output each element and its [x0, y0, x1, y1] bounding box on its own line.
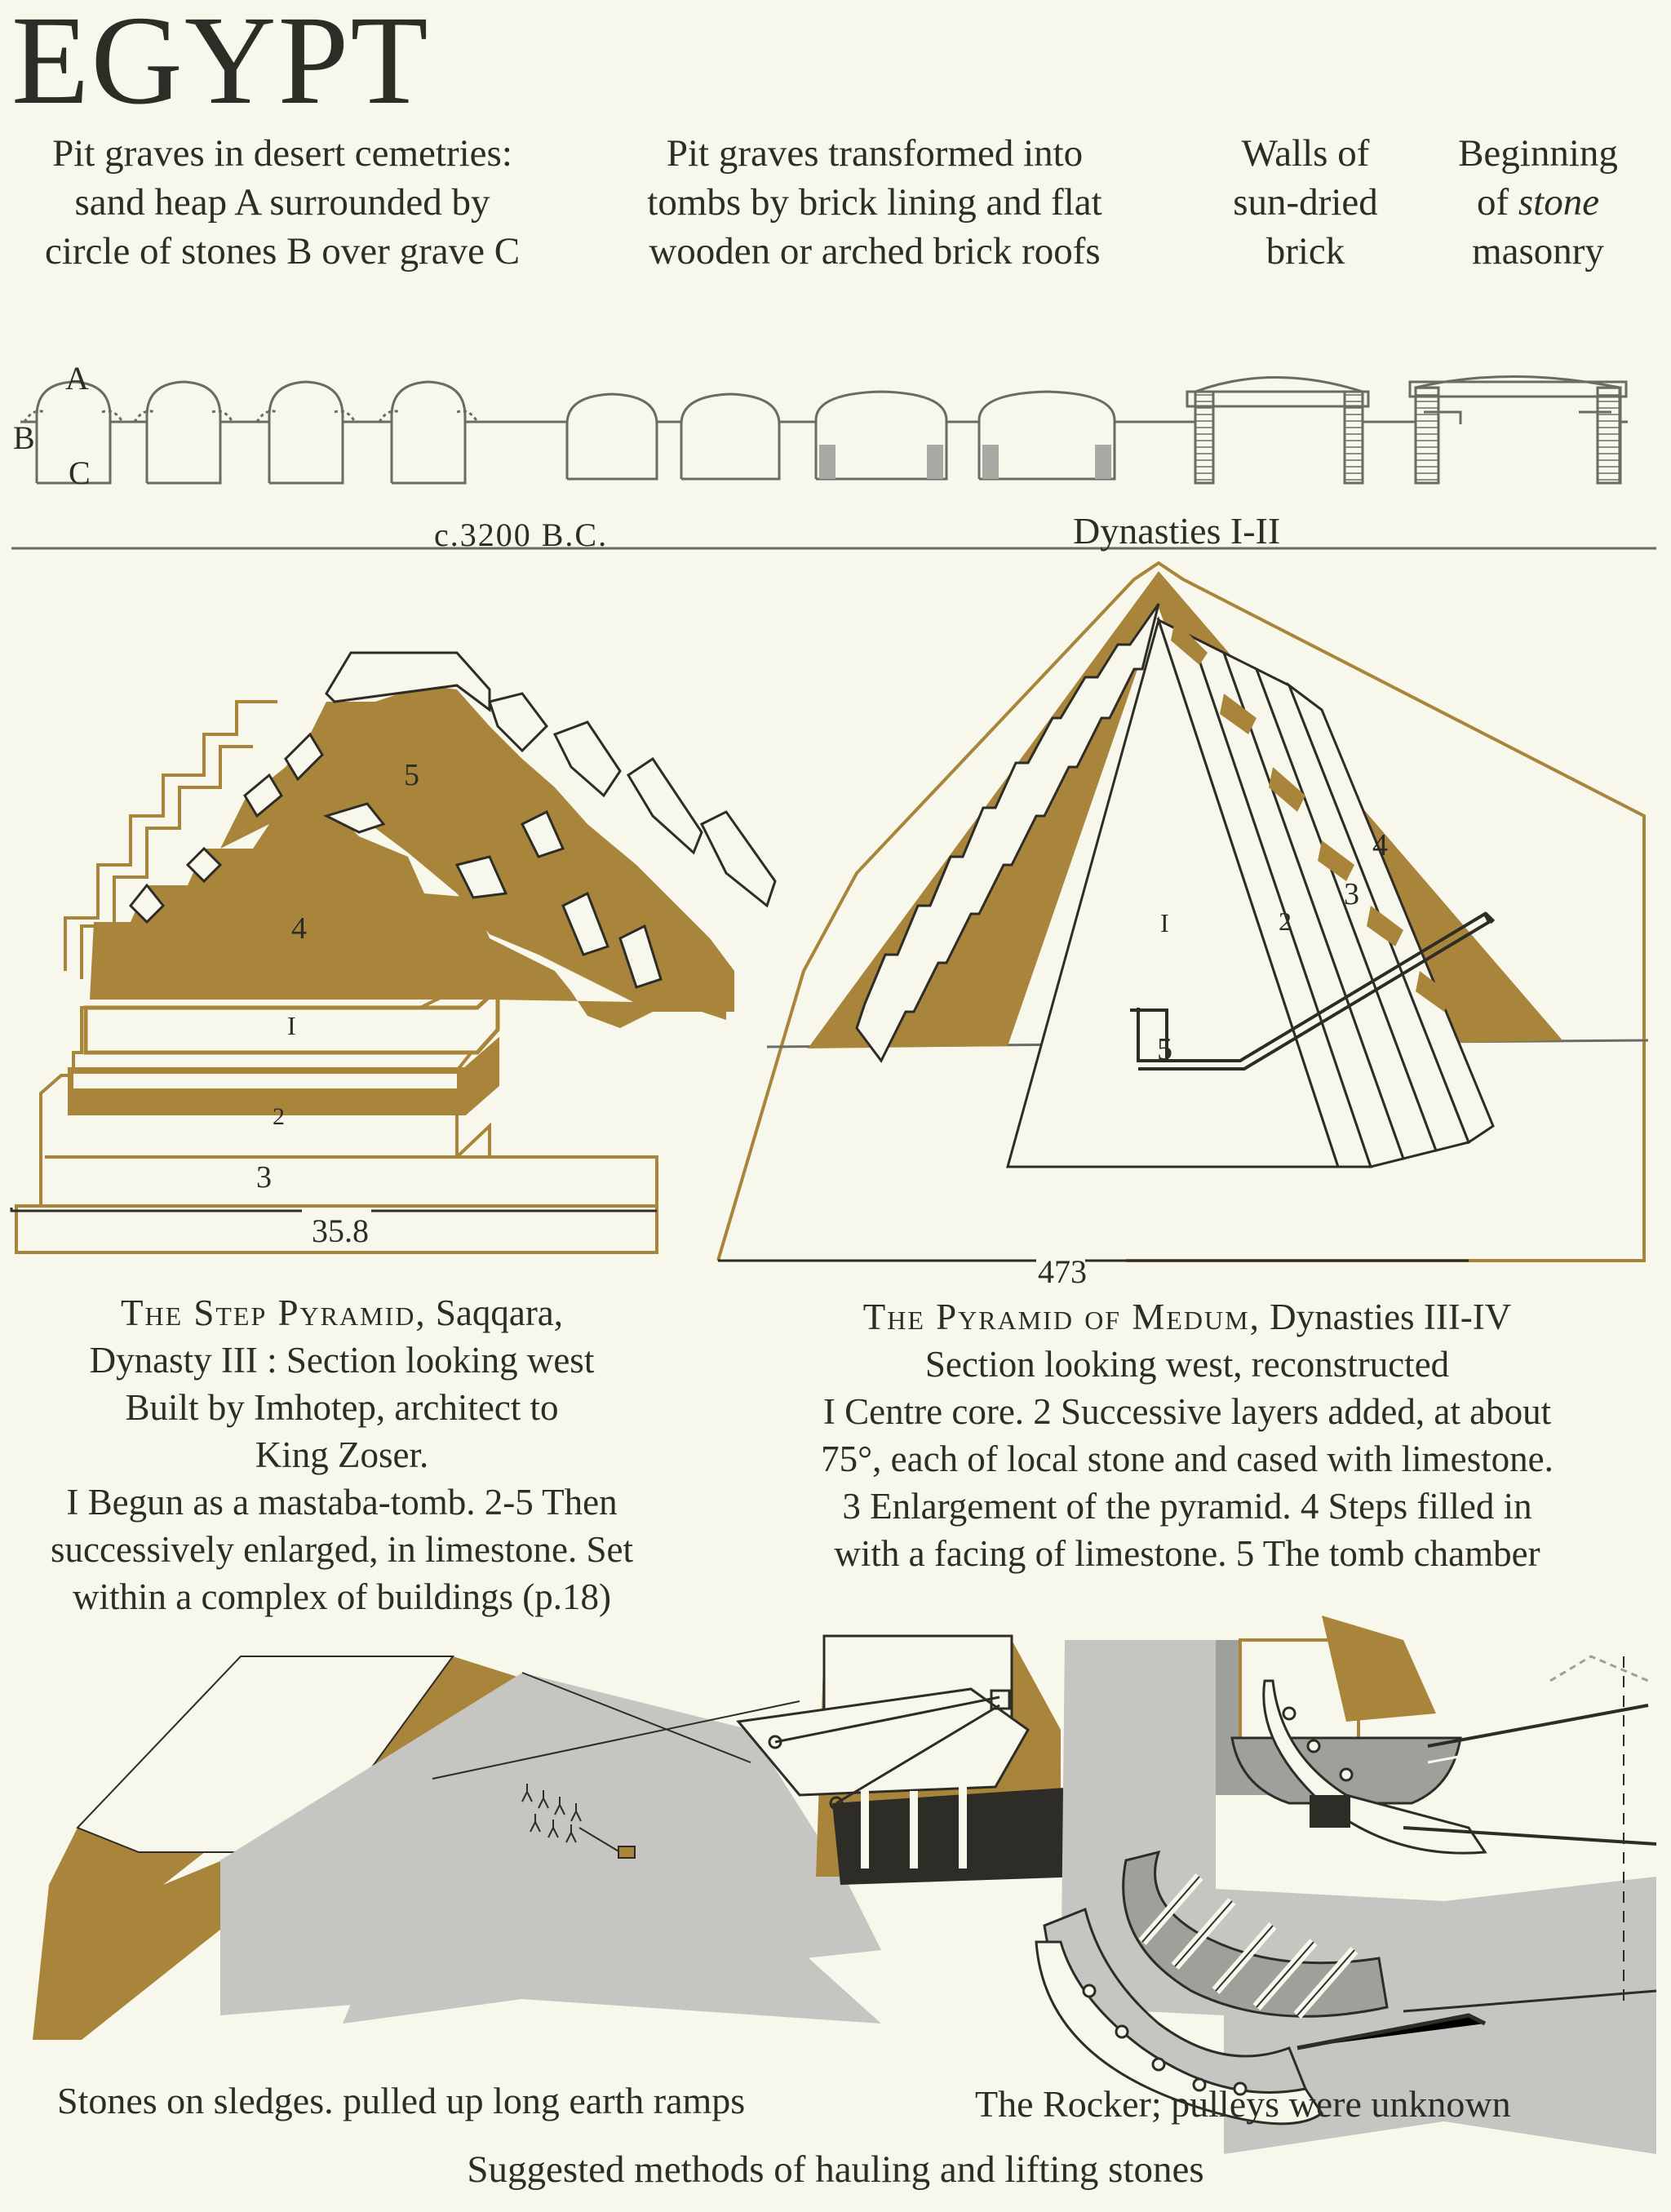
caption-line: Beginning [1458, 132, 1618, 175]
caption-line: 3 Enlargement of the pyramid. 4 Steps filled in [842, 1486, 1532, 1527]
grave-label-a: A [65, 360, 89, 397]
caption-line: circle of stones B over grave C [44, 230, 521, 273]
pit-grave-4 [379, 382, 477, 483]
caption-line: 75°, each of local stone and cased with limestone. [821, 1438, 1554, 1479]
medum-label-5: 5 [1157, 1032, 1172, 1066]
caption-line: masonry [1472, 230, 1604, 273]
caption-line: Built by Imhotep, architect to [125, 1387, 559, 1428]
medum-label-4: 4 [1372, 828, 1388, 862]
brick-wall-tomb [1187, 378, 1368, 484]
medum-dimension: 473 [1038, 1253, 1087, 1290]
step-pyramid-drawing [11, 653, 775, 1252]
caption-line: Pit graves in desert cemetries: [52, 132, 512, 175]
step-pyramid-caption [3, 1289, 680, 1620]
pit-grave-3 [257, 382, 355, 483]
caption-line: King Zoser. [255, 1434, 429, 1475]
page-title: EGYPT [11, 0, 430, 131]
caption-line: of stone [1476, 181, 1600, 224]
caption-line: wooden or arched brick roofs [649, 230, 1101, 273]
caption-line: within a complex of buildings (p.18) [73, 1576, 611, 1617]
caption-line: successively enlarged, in limestone. Set [50, 1529, 633, 1570]
step-pyramid-dimension: 35.8 [312, 1212, 369, 1249]
timeline-dynasty: Dynasties I-II [1073, 510, 1281, 552]
rocker-illustration [1036, 1616, 1656, 2154]
grave-label-b: B [13, 419, 35, 456]
step-label-3: 3 [256, 1160, 272, 1195]
caption-line: with a facing of limestone. 5 The tomb chamber [834, 1533, 1540, 1574]
brick-tomb-1 [567, 394, 657, 479]
timeline-date: c.3200 B.C. [434, 516, 609, 553]
caption-line: I Centre core. 2 Successive layers added, at about [822, 1391, 1552, 1432]
caption-line: Dynasty III : Section looking west [89, 1340, 595, 1381]
step-label-4: 4 [291, 911, 307, 946]
medum-pyramid-caption [710, 1293, 1664, 1577]
brick-tomb-2 [681, 394, 779, 479]
caption-line: Walls of [1241, 132, 1370, 175]
step-label-5: 5 [404, 758, 419, 792]
medum-label-3: 3 [1344, 877, 1359, 911]
medum-label-1: I [1160, 908, 1169, 938]
step-label-2: 2 [273, 1103, 285, 1130]
caption-line: Section looking west, reconstructed [924, 1344, 1450, 1385]
stone-masonry-tomb [1410, 377, 1626, 484]
pit-grave-2 [135, 382, 233, 483]
stone-block-icon [618, 1846, 635, 1858]
caption-heading: The Pyramid of Medum, Dynasties III-IV [862, 1297, 1512, 1337]
ramp-illustration [33, 1656, 881, 2040]
rocker-caption: The Rocker; pulleys were unknown [975, 2083, 1511, 2125]
caption-line: tombs by brick lining and flat [647, 181, 1102, 224]
medum-pyramid-drawing [718, 563, 1648, 1290]
caption-line: I Begun as a mastaba-tomb. 2-5 Then [66, 1482, 618, 1523]
grave-label-c: C [69, 454, 91, 491]
ramp-caption: Stones on sledges. pulled up long earth ramps [57, 2080, 746, 2121]
step-label-1: I [287, 1011, 296, 1040]
caption-line: Pit graves transformed into [666, 132, 1084, 175]
brick-tomb-3 [816, 392, 946, 479]
caption-line: brick [1265, 230, 1345, 273]
caption-line: sand heap A surrounded by [74, 181, 490, 224]
bottom-main-caption: Suggested methods of hauling and lifting stones [467, 2148, 1204, 2191]
grave-evolution-diagram [20, 377, 1628, 484]
caption-line: sun-dried [1233, 181, 1378, 224]
caption-heading: The Step Pyramid, Saqqara, [120, 1292, 564, 1333]
medum-label-2: 2 [1279, 907, 1292, 936]
brick-tomb-4 [979, 392, 1115, 479]
